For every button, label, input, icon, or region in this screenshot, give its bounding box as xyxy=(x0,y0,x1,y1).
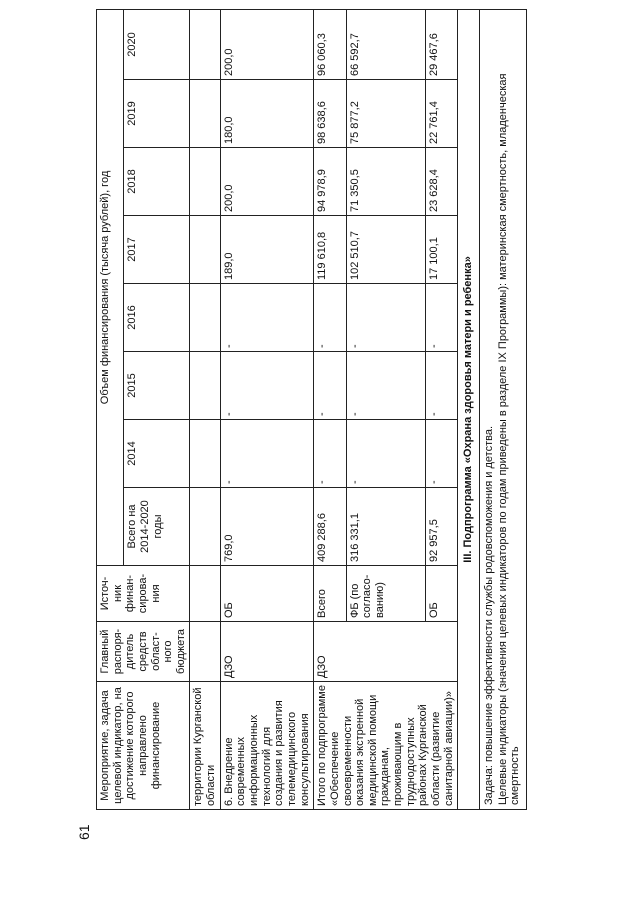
row-value-2017: 102 510,7 xyxy=(346,216,425,284)
table-row xyxy=(220,9,313,809)
row-value-2018: 200,0 xyxy=(220,148,313,216)
header-administrator: Главный распоря-дитель средств област-ного бюджета xyxy=(97,622,190,682)
header-year-2019: 2019 xyxy=(124,80,190,148)
row-value-2017: 119 610,8 xyxy=(314,216,346,284)
row-value-2019: 22 761,4 xyxy=(425,80,458,148)
row-measure: территории Курганской области xyxy=(190,682,220,810)
row-value-2018 xyxy=(190,148,220,216)
row-value-2015: - xyxy=(346,352,425,420)
row-value-2016: - xyxy=(314,284,346,352)
rotated-page-content xyxy=(96,10,566,810)
row-value-2019: 180,0 xyxy=(220,80,313,148)
table-row xyxy=(190,9,220,809)
row-total: 769,0 xyxy=(220,488,313,566)
row-value-2020: 66 592,7 xyxy=(346,9,425,79)
header-year-2020: 2020 xyxy=(124,9,190,79)
row-admin xyxy=(190,622,220,682)
section-title: III. Подпрограмма «Охрана здоровья матери и ребенка» xyxy=(458,9,480,809)
notes-row xyxy=(479,9,526,809)
row-value-2019 xyxy=(190,80,220,148)
row-value-2014: - xyxy=(314,420,346,488)
row-measure: 6. Внедрение современных информационных технологий для создания и развития телемедицинского консультирования xyxy=(220,682,313,810)
table-row xyxy=(314,9,346,809)
indicators-note: Целевые индикаторы (значения целевых индикаторов по годам приведены в разделе IX Программы): материнская смертность, младенческая смертность xyxy=(496,73,522,805)
row-value-2018: 94 978,9 xyxy=(314,148,346,216)
row-value-2020 xyxy=(190,9,220,79)
row-total xyxy=(190,488,220,566)
row-total: 409 288,6 xyxy=(314,488,346,566)
row-value-2015 xyxy=(190,352,220,420)
row-value-2020: 29 467,6 xyxy=(425,9,458,79)
row-value-2015: - xyxy=(314,352,346,420)
header-source: Источ-ник финан-сирова-ния xyxy=(97,566,190,622)
header-funding-group: Объем финансирования (тысяча рублей), год xyxy=(97,9,124,565)
row-value-2015: - xyxy=(220,352,313,420)
header-year-2018: 2018 xyxy=(124,148,190,216)
row-source: ОБ xyxy=(220,566,313,622)
row-value-2014: - xyxy=(346,420,425,488)
row-value-2016: - xyxy=(425,284,458,352)
header-year-2015: 2015 xyxy=(124,352,190,420)
row-measure: Итого по подпрограмме «Обеспечение своевременности оказания экстренной медицинской помощи гражданам, проживающим в труднодоступных районах Курганской области (развитие санитарной авиации)» xyxy=(314,682,458,810)
row-total: 92 957,5 xyxy=(425,488,458,566)
row-value-2016: - xyxy=(346,284,425,352)
row-value-2017: 17 100,1 xyxy=(425,216,458,284)
header-total: Всего на 2014-2020 годы xyxy=(124,488,190,566)
row-value-2018: 23 628,4 xyxy=(425,148,458,216)
row-value-2017 xyxy=(190,216,220,284)
row-value-2020: 200,0 xyxy=(220,9,313,79)
page-number: 61 xyxy=(76,824,92,840)
row-value-2014 xyxy=(190,420,220,488)
funding-table xyxy=(96,9,527,810)
header-year-2016: 2016 xyxy=(124,284,190,352)
header-year-2014: 2014 xyxy=(124,420,190,488)
row-value-2017: 189,0 xyxy=(220,216,313,284)
row-admin: ДЗО xyxy=(314,622,458,682)
row-value-2019: 98 638,6 xyxy=(314,80,346,148)
row-value-2016 xyxy=(190,284,220,352)
section-row xyxy=(458,9,480,809)
row-source xyxy=(190,566,220,622)
notes-cell xyxy=(479,9,526,809)
row-value-2014: - xyxy=(425,420,458,488)
row-admin: ДЗО xyxy=(220,622,313,682)
row-value-2020: 96 060,3 xyxy=(314,9,346,79)
header-row-1 xyxy=(97,9,124,809)
row-source: Всего xyxy=(314,566,346,622)
row-total: 316 331,1 xyxy=(346,488,425,566)
row-source: ФБ (по согласо-ванию) xyxy=(346,566,425,622)
row-value-2016: - xyxy=(220,284,313,352)
row-source: ОБ xyxy=(425,566,458,622)
row-value-2018: 71 350,5 xyxy=(346,148,425,216)
row-value-2015: - xyxy=(425,352,458,420)
header-measure: Мероприятие, задача целевой индикатор, на достижение которого направлено финансирование xyxy=(97,682,190,810)
row-value-2014: - xyxy=(220,420,313,488)
task-note: Задача: повышение эффективности службы родовспоможения и детства. xyxy=(482,426,495,805)
header-year-2017: 2017 xyxy=(124,216,190,284)
row-value-2019: 75 877,2 xyxy=(346,80,425,148)
